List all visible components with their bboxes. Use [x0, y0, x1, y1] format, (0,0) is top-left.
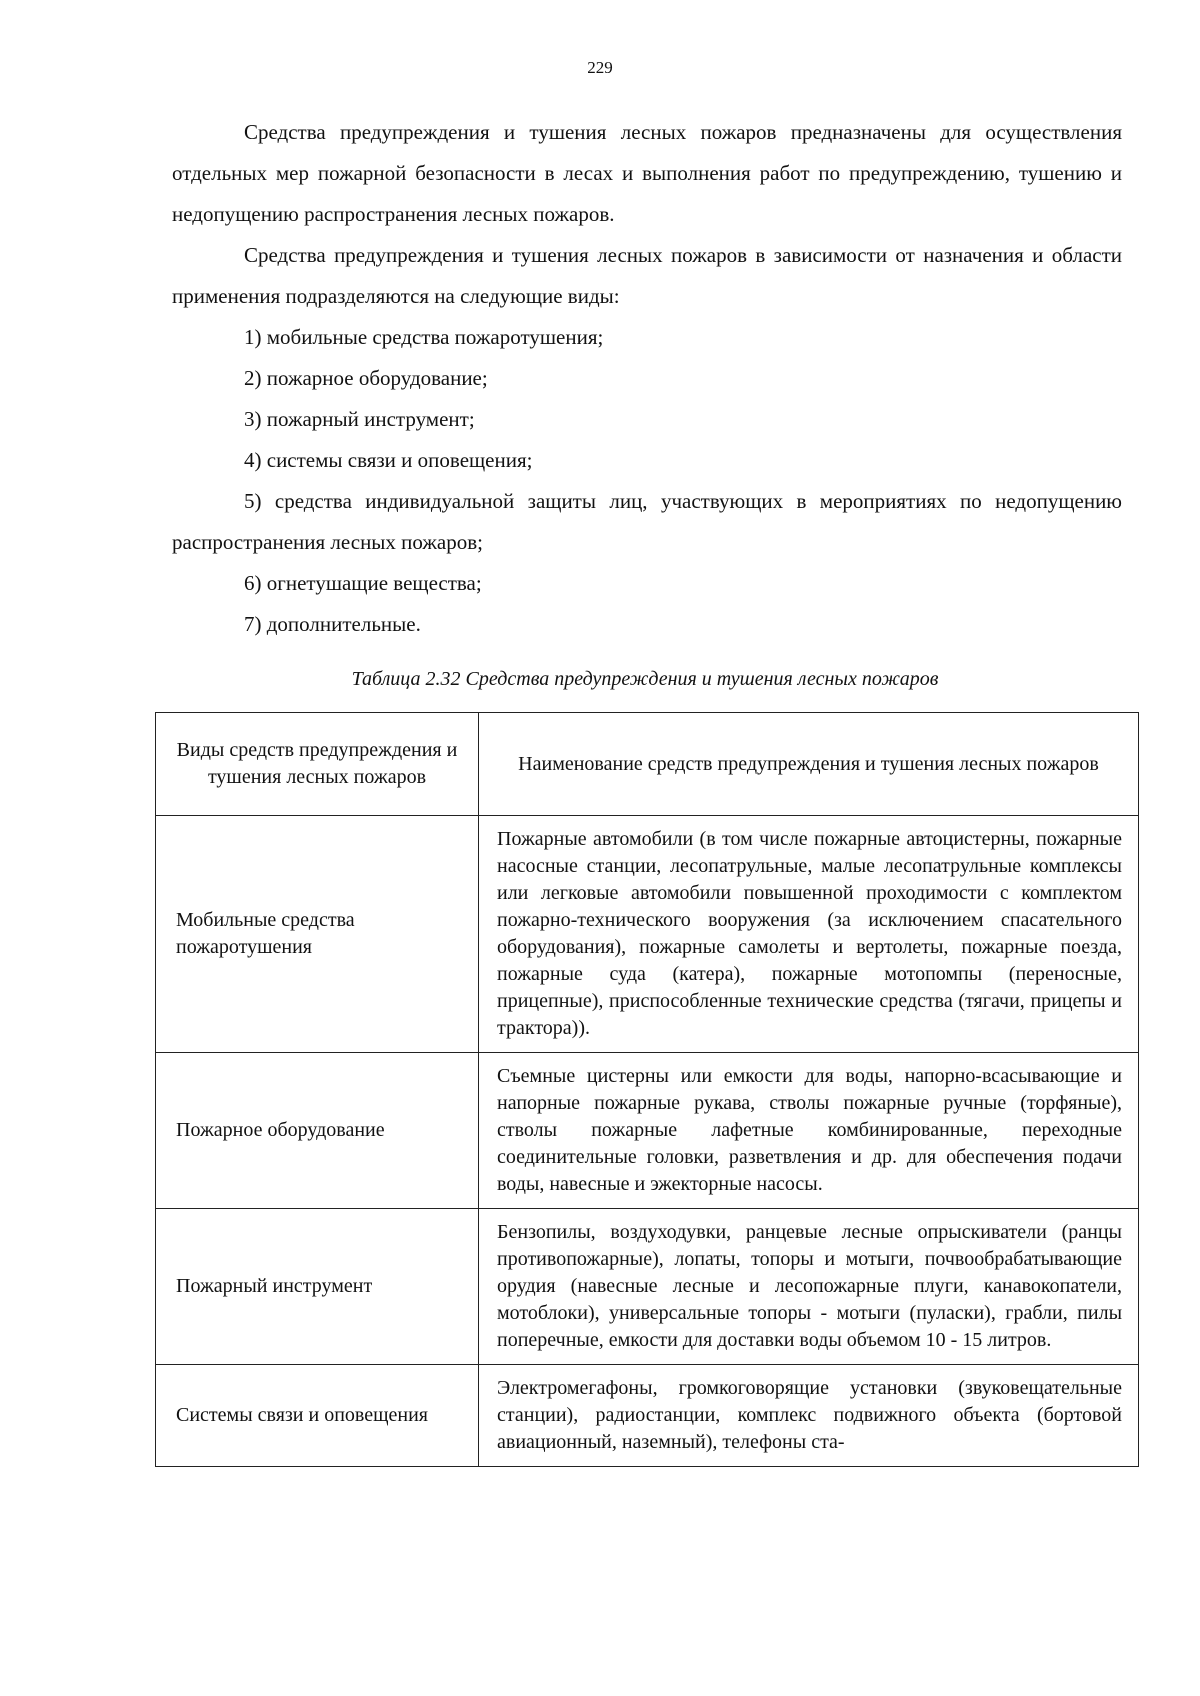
table-caption: Таблица 2.32 Средства предупреждения и тушения лесных пожаров — [351, 668, 939, 690]
table-cell-kind: Системы связи и оповещения — [156, 1365, 479, 1467]
list-item: 2) пожарное оборудование; — [244, 366, 488, 390]
table-cell-kind: Мобильные средства пожаротушения — [156, 816, 479, 1053]
table-cell-description: Бензопилы, воздуходувки, ранцевые лесные опрыскиватели (ранцы противопожарные), лопаты, топоры и мотыги, почвообрабатывающие орудия (навесные лесные и лесопожарные плуги, канавокопатели, мотоблоки), универсальные топоры - мотыги (пуласки), грабли, пилы поперечные, емкости для доставки воды объемом 10 - 15 литров. — [479, 1209, 1139, 1365]
list-item: 4) системы связи и оповещения; — [244, 448, 533, 472]
table-header-name: Наименование средств предупреждения и тушения лесных пожаров — [479, 713, 1139, 816]
fire-means-table — [155, 712, 1139, 1467]
list-item: 3) пожарный инструмент; — [244, 407, 475, 431]
list-item: 6) огнетушащие вещества; — [244, 571, 482, 595]
list-item: 5) средства индивидуальной защиты лиц, участвующих в мероприятиях по недопущению распространения лесных пожаров; — [172, 489, 1122, 554]
table-row — [156, 1365, 1139, 1467]
table-header-row — [156, 713, 1139, 816]
list-item: 1) мобильные средства пожаротушения; — [244, 325, 604, 349]
table-cell-description: Электромегафоны, громкоговорящие установки (звуковещательные станции), радиостанции, комплекс подвижного объекта (бортовой авиационный, наземный), телефоны ста- — [479, 1365, 1139, 1467]
table-row — [156, 1209, 1139, 1365]
table-cell-kind: Пожарное оборудование — [156, 1053, 479, 1209]
table-cell-description: Съемные цистерны или емкости для воды, напорно-всасывающие и напорные пожарные рукава, стволы пожарные ручные (торфяные), стволы пожарные лафетные комбинированные, переходные соединительные головки, разветвления и др. для обеспечения подачи воды, навесные и эжекторные насосы. — [479, 1053, 1139, 1209]
list-item: 7) дополнительные. — [244, 612, 421, 636]
body-text — [172, 112, 1122, 645]
paragraph-classification: Средства предупреждения и тушения лесных пожаров в зависимости от назначения и области применения подразделяются на следующие виды: — [172, 243, 1122, 308]
table-cell-description: Пожарные автомобили (в том числе пожарные автоцистерны, пожарные насосные станции, лесопатрульные, малые лесопатрульные комплексы или легковые автомобили повышенной проходимости с комплектом пожарно-технического вооружения (за исключением спасательного оборудования), пожарные самолеты и вертолеты, пожарные поезда, пожарные суда (катера), пожарные мотопомпы (переносные, прицепные), приспособленные технические средства (тягачи, прицепы и трактора)). — [479, 816, 1139, 1053]
paragraph-intro: Средства предупреждения и тушения лесных пожаров предназначены для осуществления отдельных мер пожарной безопасности в лесах и выполнения работ по предупреждению, тушению и недопущению распространения лесных пожаров. — [172, 120, 1122, 226]
table-row — [156, 816, 1139, 1053]
table-row — [156, 1053, 1139, 1209]
table-cell-kind: Пожарный инструмент — [156, 1209, 479, 1365]
page-number: 229 — [587, 58, 613, 77]
table-header-kind: Виды средств предупреждения и тушения лесных пожаров — [156, 713, 479, 816]
